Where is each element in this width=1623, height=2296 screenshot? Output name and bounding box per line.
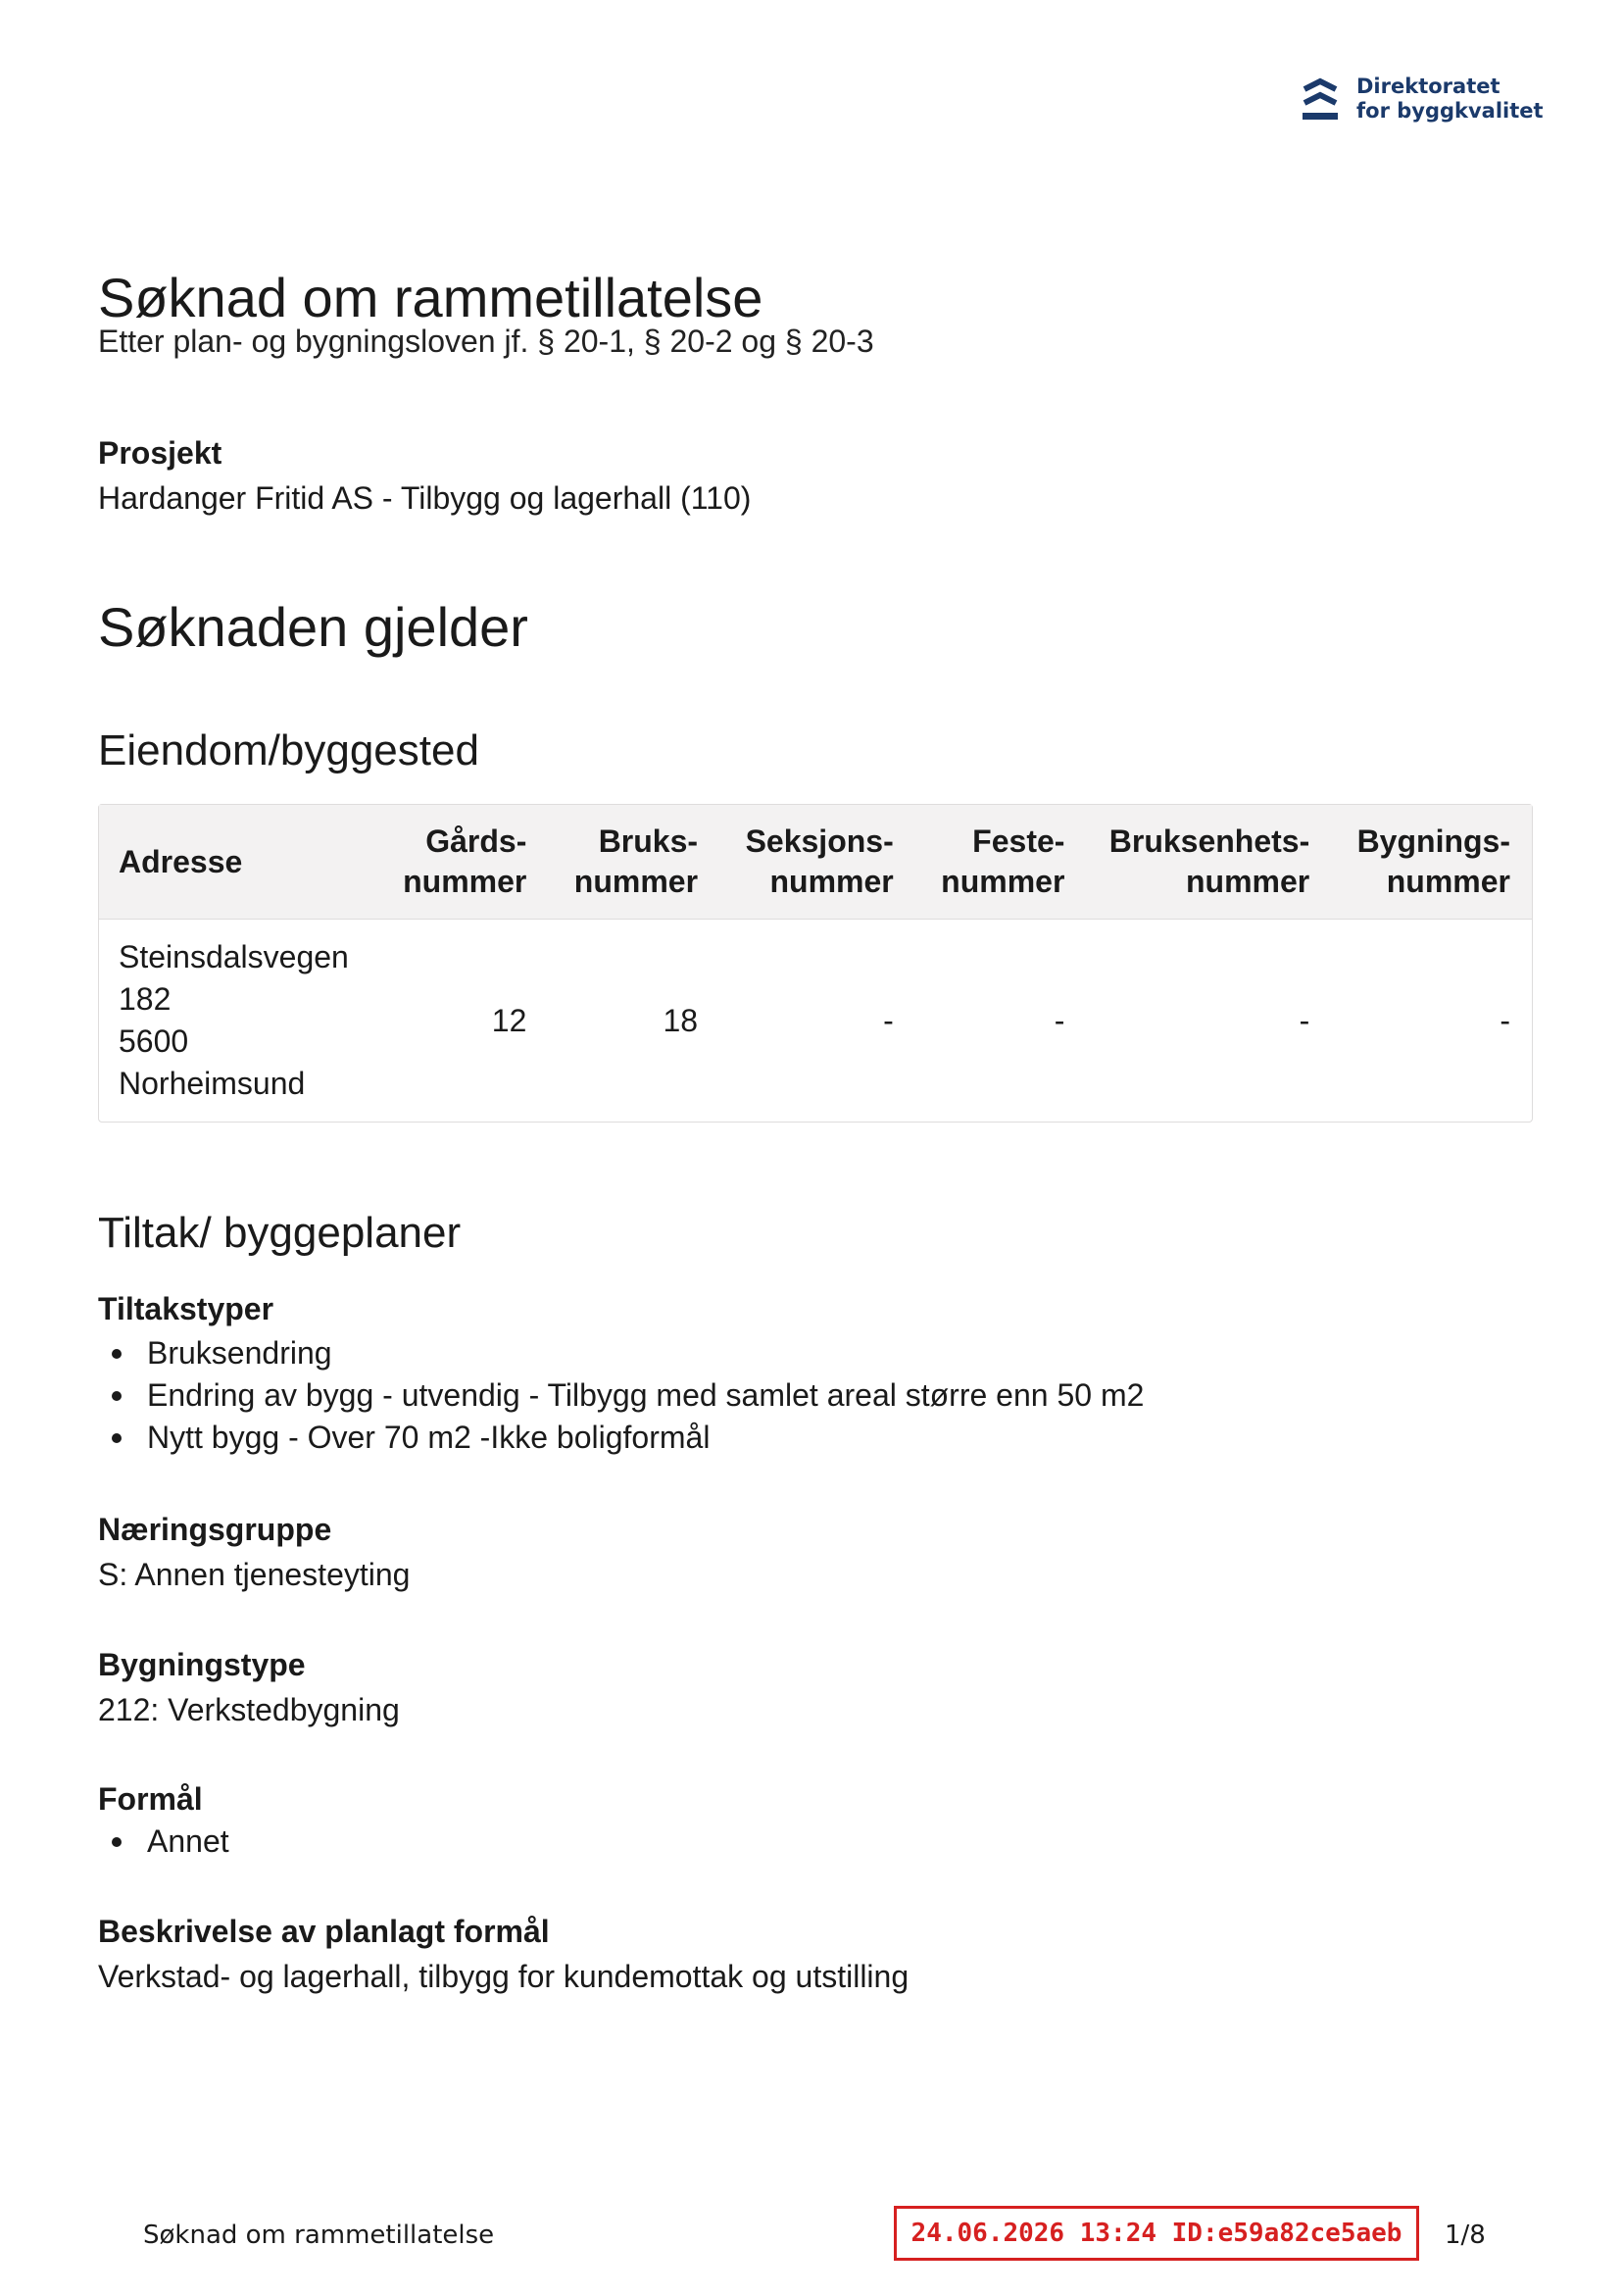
column-header-bygningsnummer: Bygnings- nummer <box>1331 805 1532 920</box>
column-header-gardsnummer: Gårds- nummer <box>378 805 549 920</box>
property-heading: Eiendom/byggested <box>98 726 479 774</box>
list-item: Annet <box>98 1821 229 1863</box>
logo-line-1: Direktoratet <box>1356 75 1500 98</box>
bullet-icon <box>112 1349 122 1359</box>
page-number: 1/8 <box>1445 2221 1486 2250</box>
naeringsgruppe-label: Næringsgruppe <box>98 1512 332 1547</box>
bullet-icon <box>112 1391 122 1401</box>
property-table <box>98 804 1533 1123</box>
column-header-bruksenhetsnummer: Bruksenhets- nummer <box>1086 805 1331 920</box>
column-header-seksjonsnummer: Seksjons- nummer <box>719 805 915 920</box>
list-item: Nytt bygg - Over 70 m2 -Ikke boligformål <box>98 1417 1144 1459</box>
document-title: Søknad om rammetillatelse <box>98 267 763 328</box>
column-header-bruksnummer: Bruks- nummer <box>548 805 719 920</box>
cell-bygningsnummer: - <box>1500 1002 1510 1038</box>
formal-label: Formål <box>98 1781 203 1817</box>
cell-festenummer: - <box>1054 1002 1065 1038</box>
naeringsgruppe-value: S: Annen tjenesteyting <box>98 1557 411 1592</box>
logo-line-2: for byggkvalitet <box>1356 99 1544 123</box>
dibk-logo <box>1302 75 1544 124</box>
beskrivelse-label: Beskrivelse av planlagt formål <box>98 1914 550 1949</box>
beskrivelse-value: Verkstad- og lagerhall, tilbygg for kundemottak og utstilling <box>98 1959 910 1994</box>
project-label: Prosjekt <box>98 435 222 471</box>
cell-bruksenhetsnummer: - <box>1299 1002 1310 1038</box>
table-row <box>99 920 1532 1122</box>
cell-gardsnummer: 12 <box>491 1002 527 1038</box>
tiltak-heading: Tiltak/ byggeplaner <box>98 1209 462 1257</box>
cell-seksjonsnummer: - <box>883 1002 894 1038</box>
cell-bruksnummer: 18 <box>663 1002 699 1038</box>
table-header-row <box>99 805 1532 920</box>
document-subtitle: Etter plan- og bygningsloven jf. § 20-1, § 20-2 og § 20-3 <box>98 324 874 359</box>
column-header-festenummer: Feste- nummer <box>915 805 1087 920</box>
tiltakstyper-list <box>98 1332 1144 1459</box>
column-header-adresse: Adresse <box>99 805 378 920</box>
footer-stamp: 24.06.2026 13:24 ID:e59a82ce5aeb <box>894 2206 1419 2261</box>
bygningstype-value: 212: Verkstedbygning <box>98 1692 400 1727</box>
formal-list <box>98 1821 229 1863</box>
logo-text <box>1356 75 1544 124</box>
tiltakstyper-label: Tiltakstyper <box>98 1291 274 1326</box>
cell-adresse: Steinsdalsvegen 182 5600 Norheimsund <box>119 939 349 1101</box>
project-value: Hardanger Fritid AS - Tilbygg og lagerhall (110) <box>98 480 752 516</box>
bullet-icon <box>112 1837 122 1847</box>
section-heading: Søknaden gjelder <box>98 596 528 658</box>
list-item: Endring av bygg - utvendig - Tilbygg med samlet areal større enn 50 m2 <box>98 1374 1144 1417</box>
list-item: Bruksendring <box>98 1332 1144 1374</box>
bygningstype-label: Bygningstype <box>98 1647 306 1682</box>
dibk-logo-icon <box>1302 75 1339 123</box>
bullet-icon <box>112 1433 122 1443</box>
footer-title: Søknad om rammetillatelse <box>143 2221 495 2250</box>
